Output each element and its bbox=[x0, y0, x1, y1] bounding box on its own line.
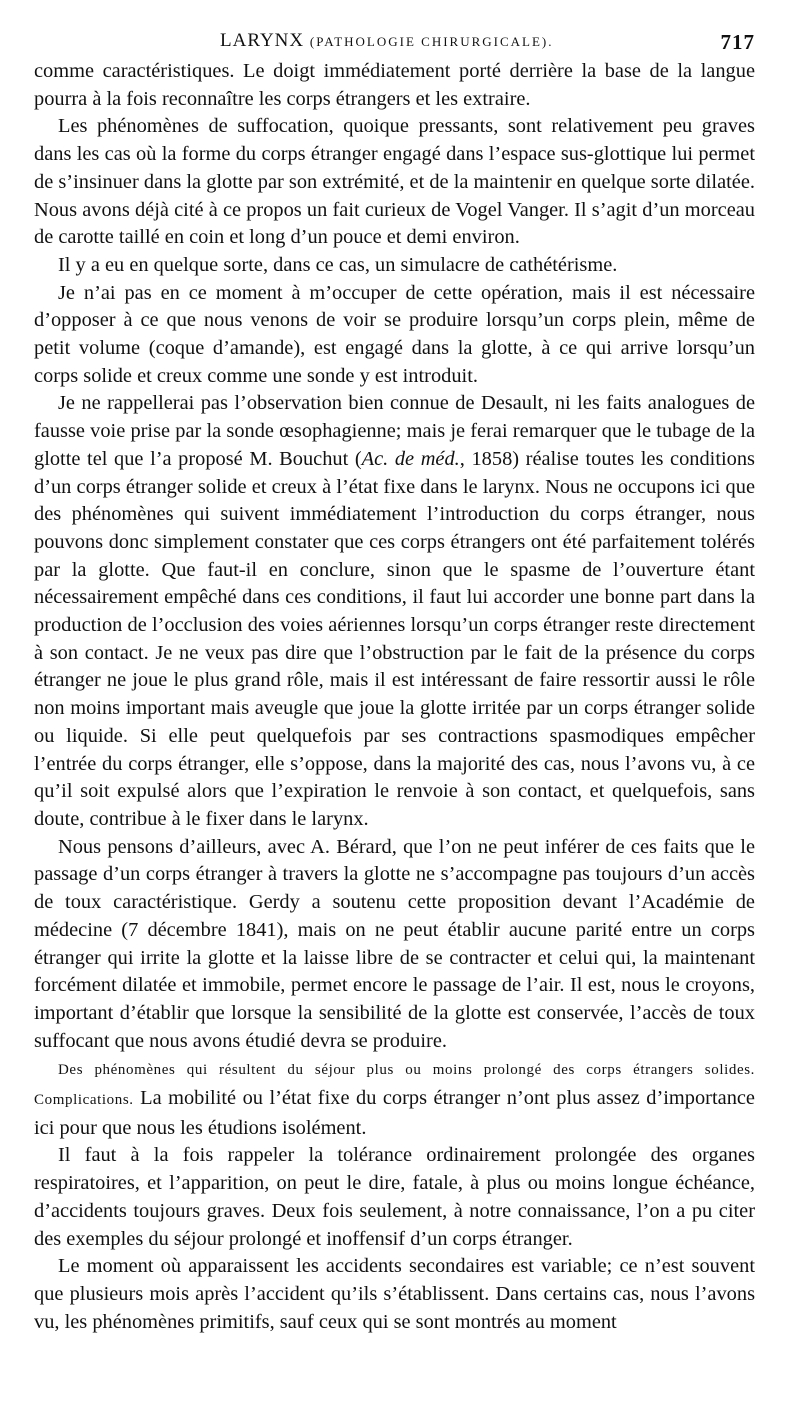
paragraph-8: Il faut à la fois rappeler la tolérance ordinairement prolongée des organes respiratoires, et l’apparition, on peut le dire, fatale, à plus ou moins longue échéance, d’accidents toujours graves. Deux fois seulement, à notre connaissance, l’on a pu citer des exemples du séjour prolongé et inoffensif d’un corps étranger. bbox=[34, 1144, 755, 1250]
paragraph-5-text-a: Je ne rappellerai pas l’observation bien connue de Desault, ni les faits analogues de fausse voie prise par la sonde œsophagienne; mais je ferai remarquer que le tubage de la glotte tel que l’a proposé M. Bouchut ( bbox=[34, 392, 755, 470]
paragraph-9: Le moment où apparaissent les accidents secondaires est variable; ce n’est souvent que plusieurs mois après l’accident qu’ils s’établissent. Dans certains cas, nous l’avons vu, les phénomènes primitifs, sauf ceux qui se sont montrés au moment bbox=[34, 1255, 755, 1333]
paragraph-3: Il y a eu en quelque sorte, dans ce cas, un simulacre de cathétérisme. bbox=[58, 253, 618, 276]
page-body bbox=[34, 58, 755, 1336]
paragraph-2: Les phénomènes de suffocation, quoique pressants, sont relativement peu graves dans les cas où la forme du corps étranger engagé dans l’espace sus-glottique lui permet de s’insinuer dans la glotte par son extrémité, et de la maintenir en quelque sorte dilatée. Nous avons déjà cité à ce propos un fait curieux de Vogel Vanger. Il s’agit d’un morceau de carotte taillé en coin et long d’un pouce et demi environ. bbox=[34, 115, 755, 249]
paragraph-4: Je n’ai pas en ce moment à m’occuper de cette opération, mais il est nécessaire d’opposer à ce que nous venons de voir se produire lorsqu’un corps plein, même de petit volume (coque d’amande), est engagé dans la glotte, à ce qui arrive lorsqu’un corps solide et creux comme une sonde y est introduit. bbox=[34, 281, 755, 387]
paragraph-5-text-b: , 1858) réalise toutes les conditions d’un corps étranger solide et creux à l’état fixe dans le larynx. Nous ne occupons ici que des phénomènes qui suivent immédiatement l’introduction du corps étranger, nous pouvons donc simplement constater que ces corps étrangers ont été parfaitement tolérés par la glotte. Que faut-il en conclure, sinon que le spasme de l’ouverture étant nécessairement empêché dans ces conditions, il faut lui accorder une bonne part dans la production de l’occlusion des voies aériennes lorsqu’un corps étranger reste directement à son contact. Je ne veux pas dire que l’obstruction par le fait de la présence du corps étranger ne joue le plus grand rôle, mais il est intéressant de faire ressortir aussi le rôle non moins important mais aveugle que joue la glotte irritée par un corps étranger solide ou liquide. Si elle peut quelquefois par ses contractions spasmodiques empêcher l’entrée du corps étranger, elle s’oppose, dans la majorité des cas, nous l’avons vu, à ce qu’il soit expulsé alors que l’expiration le renvoie à son contact, et quelquefois, sans doute, contribue à le fixer dans le larynx. bbox=[34, 447, 755, 830]
paragraph-1: comme caractéristiques. Le doigt immédiatement porté derrière la base de la langue pourra à la fois reconnaître les corps étrangers et les extraire. bbox=[34, 60, 755, 110]
running-header bbox=[34, 28, 755, 58]
section-heading: Des phénomènes qui résultent du séjour plus ou moins prolongé des corps étrangers solides. Complications. bbox=[34, 1062, 755, 1109]
paragraph-5 bbox=[34, 390, 755, 833]
running-title-main: LARYNX bbox=[220, 30, 305, 51]
page-number: 717 bbox=[720, 30, 755, 54]
paragraph-6: Nous pensons d’ailleurs, avec A. Bérard, que l’on ne peut inférer de ces faits que le passage d’un corps étranger à travers la glotte ne s’accompagne pas toujours d’un accès de toux caractéristique. Gerdy a soutenu cette proposition devant l’Académie de médecine (7 décembre 1841), mais on ne peut établir aucune parité entre un corps étranger qui irrite la glotte et la laisse libre de se contracter et celui qui, la maintenant forcément dilatée et immobile, permet encore le passage de l’air. Il est, nous le croyons, important d’établir que lorsque la sensibilité de la glotte est conservée, l’accès de toux suffocant que nous avons étudié devra se produire. bbox=[34, 835, 755, 1052]
citation-reference: Ac. de méd. bbox=[361, 447, 460, 470]
paragraph-7 bbox=[34, 1055, 755, 1142]
paragraph-7-text: La mobilité ou l’état fixe du corps étranger n’ont plus assez d’importance ici pour que nous les étudions isolément. bbox=[34, 1087, 755, 1139]
running-title bbox=[220, 30, 554, 52]
running-title-sub: (PATHOLOGIE CHIRURGICALE). bbox=[309, 34, 554, 49]
